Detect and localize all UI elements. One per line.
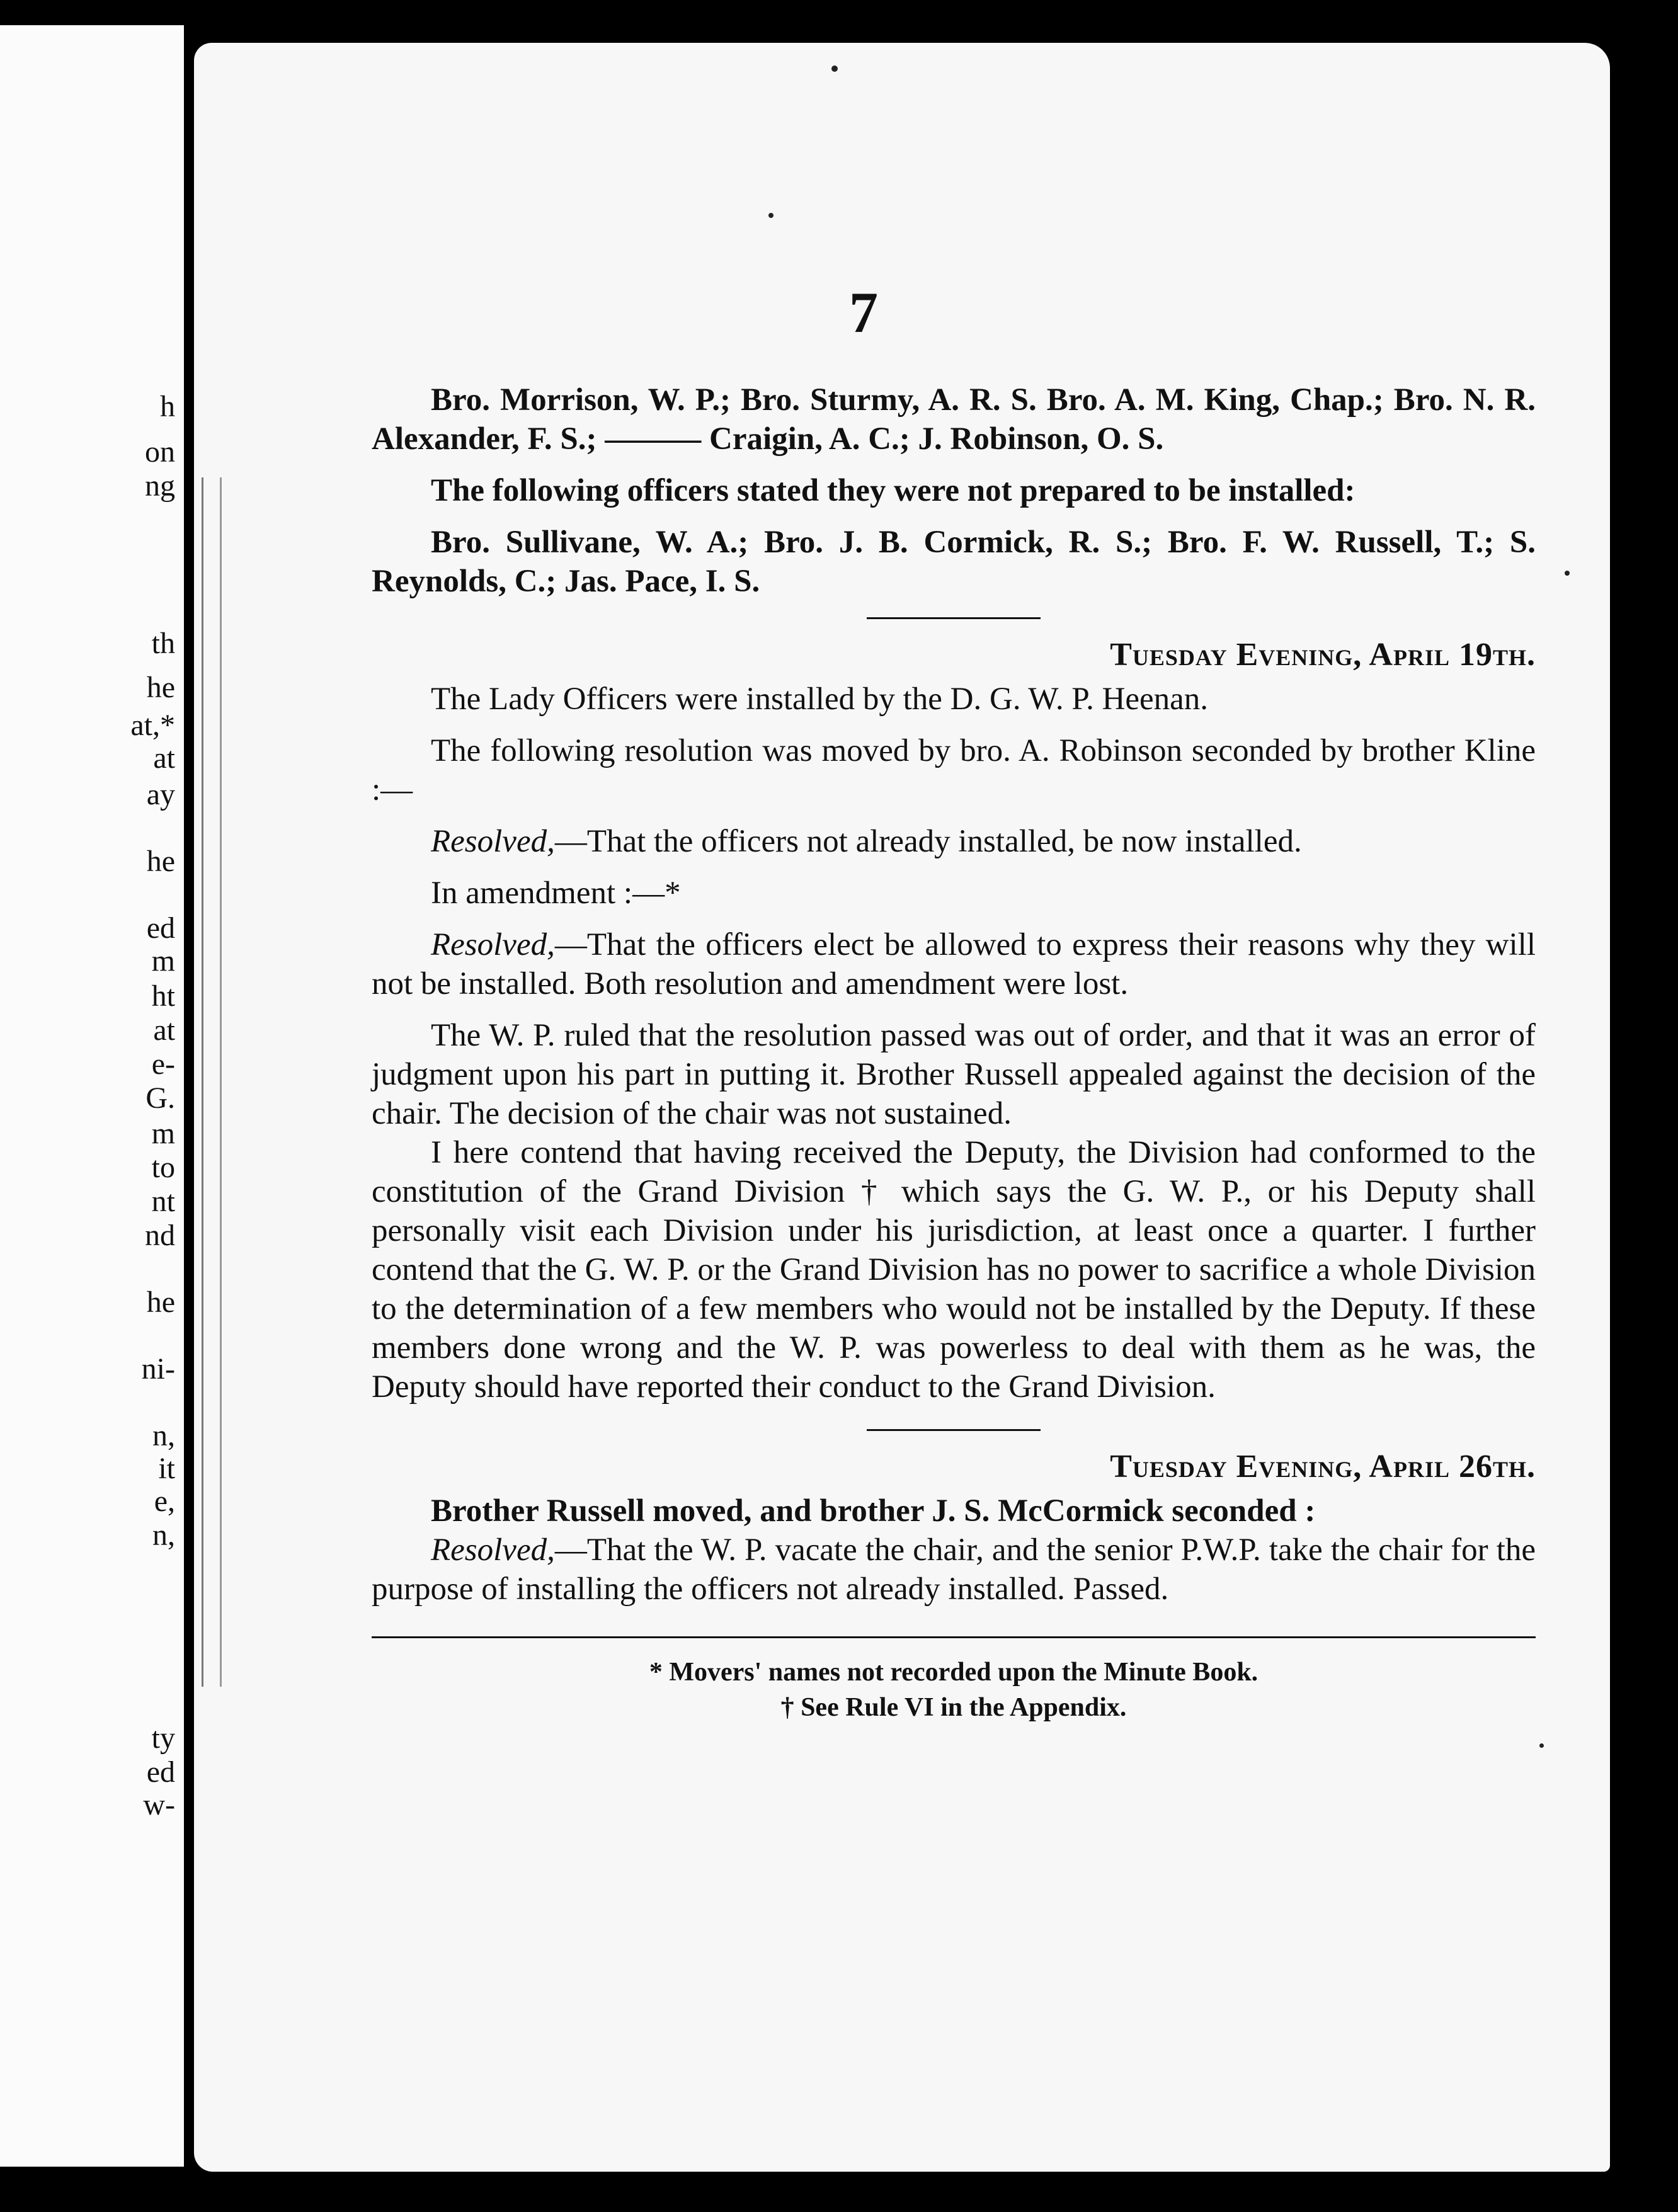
facing-page-fragment: n, [152, 1419, 175, 1452]
facing-page-fragment: n, [152, 1519, 175, 1552]
ink-speck [1565, 571, 1570, 576]
facing-page-fragment: he [146, 671, 175, 704]
facing-page-fragment: th [151, 627, 175, 660]
facing-page-fragment: nt [151, 1185, 175, 1218]
heading-april-26: Tuesday Evening, April 26th. [1110, 1449, 1536, 1485]
resolved-label: Resolved, [431, 927, 555, 962]
footnote-rule [372, 1636, 1536, 1638]
facing-page-fragment: ty [151, 1721, 175, 1755]
amendment-label: In amendment :—* [431, 875, 681, 911]
resolved-second [372, 925, 1536, 1003]
facing-page-fragment: at [153, 1013, 175, 1047]
resolved-label: Resolved, [431, 824, 555, 859]
not-prepared-paragraph: The following officers stated they were not prepared to be installed: [431, 473, 1356, 508]
footnote-dagger: † See Rule VI in the Appendix. [780, 1693, 1127, 1722]
not-prepared-list: Bro. Sullivane, W. A.; Bro. J. B. Cormick, R. S.; Bro. F. W. Russell, T.; S. Reynolds, C.; Jas. Pace, I. S. [372, 525, 1536, 599]
facing-page-fragment: h [160, 390, 175, 423]
facing-page-fragment: ed [146, 1755, 175, 1789]
wp-ruled-paragraph: The W. P. ruled that the resolution passed was out of order, and that it was an error of judgment upon his part in putting it. Brother Russell appealed against the decision of the chair. The decision of the chair was not sustained. [372, 1018, 1536, 1131]
resolved-first [372, 822, 1536, 861]
footnote-star: * Movers' names not recorded upon the Minute Book. [649, 1658, 1258, 1687]
resolved-third [372, 1531, 1536, 1609]
binding-thread [202, 477, 222, 1687]
page-number: 7 [849, 280, 878, 345]
facing-page-fragment: w- [143, 1788, 175, 1821]
facing-page-fragment: to [151, 1151, 175, 1184]
section-divider [867, 617, 1041, 619]
heading-april-19: Tuesday Evening, April 19th. [1110, 637, 1536, 673]
facing-page-fragment: ng [145, 469, 175, 503]
facing-page-fragment: he [146, 1286, 175, 1319]
facing-page-fragment: e, [154, 1485, 175, 1518]
facing-page-fragment: ed [146, 911, 175, 945]
facing-page-fragment: on [145, 435, 175, 469]
facing-page-fragment: he [146, 845, 175, 878]
resolved-text: —That the W. P. vacate the chair, and the senior P.W.P. take the chair for the purpose of installing the officers not already installed. Passed. [372, 1532, 1536, 1607]
facing-page-edge [0, 25, 184, 2167]
facing-page-fragment: ht [151, 979, 175, 1013]
facing-page-fragment: G. [146, 1081, 175, 1115]
ink-speck [1539, 1743, 1544, 1748]
resolution-moved-paragraph: The following resolution was moved by bro. A. Robinson seconded by brother Kline :— [372, 733, 1536, 807]
facing-page-fragment: it [158, 1452, 175, 1485]
facing-page-fragment: ay [146, 778, 175, 811]
facing-page-fragment: nd [145, 1219, 175, 1252]
moved-paragraph: Brother Russell moved, and brother J. S. McCormick seconded : [431, 1493, 1316, 1529]
lady-officers-paragraph: The Lady Officers were installed by the D. G. W. P. Heenan. [431, 681, 1209, 717]
ink-speck [768, 213, 773, 218]
ink-speck [831, 66, 838, 72]
page-body [372, 380, 1536, 1725]
document-page [194, 43, 1610, 2172]
facing-page-fragment: m [151, 1117, 175, 1150]
facing-page-fragment: m [151, 944, 175, 978]
officers-installed-paragraph: Bro. Morrison, W. P.; Bro. Sturmy, A. R. S. Bro. A. M. King, Chap.; Bro. N. R. Alexander, F. S.; ——— Craigin, A. C.; J. Robinson, O. S. [372, 382, 1536, 457]
resolved-text: —That the officers not already installed, be now installed. [554, 824, 1302, 859]
facing-page-fragment: e- [151, 1047, 175, 1081]
facing-page-fragment: at,* [130, 709, 175, 742]
resolved-label: Resolved, [431, 1532, 555, 1568]
section-divider [867, 1429, 1041, 1431]
resolved-text: —That the officers elect be allowed to express their reasons why they will not be installed. Both resolution and amendment were lost. [372, 927, 1536, 1001]
facing-page-fragment: ni- [141, 1352, 175, 1386]
facing-page-fragment: at [153, 741, 175, 775]
contend-paragraph: I here contend that having received the Deputy, the Division had conformed to the constitution of the Grand Division † which says the G. W. P., or his Deputy shall personally visit each Division under his jurisdiction, at least once a quarter. I further contend that the G. W. P. or the Grand Division has no power to sacrifice a whole Division to the determination of a few members who would not be installed by the Deputy. If these members done wrong and the W. P. was powerless to deal with them as he was, the Deputy should have reported their conduct to the Grand Division. [372, 1135, 1536, 1405]
